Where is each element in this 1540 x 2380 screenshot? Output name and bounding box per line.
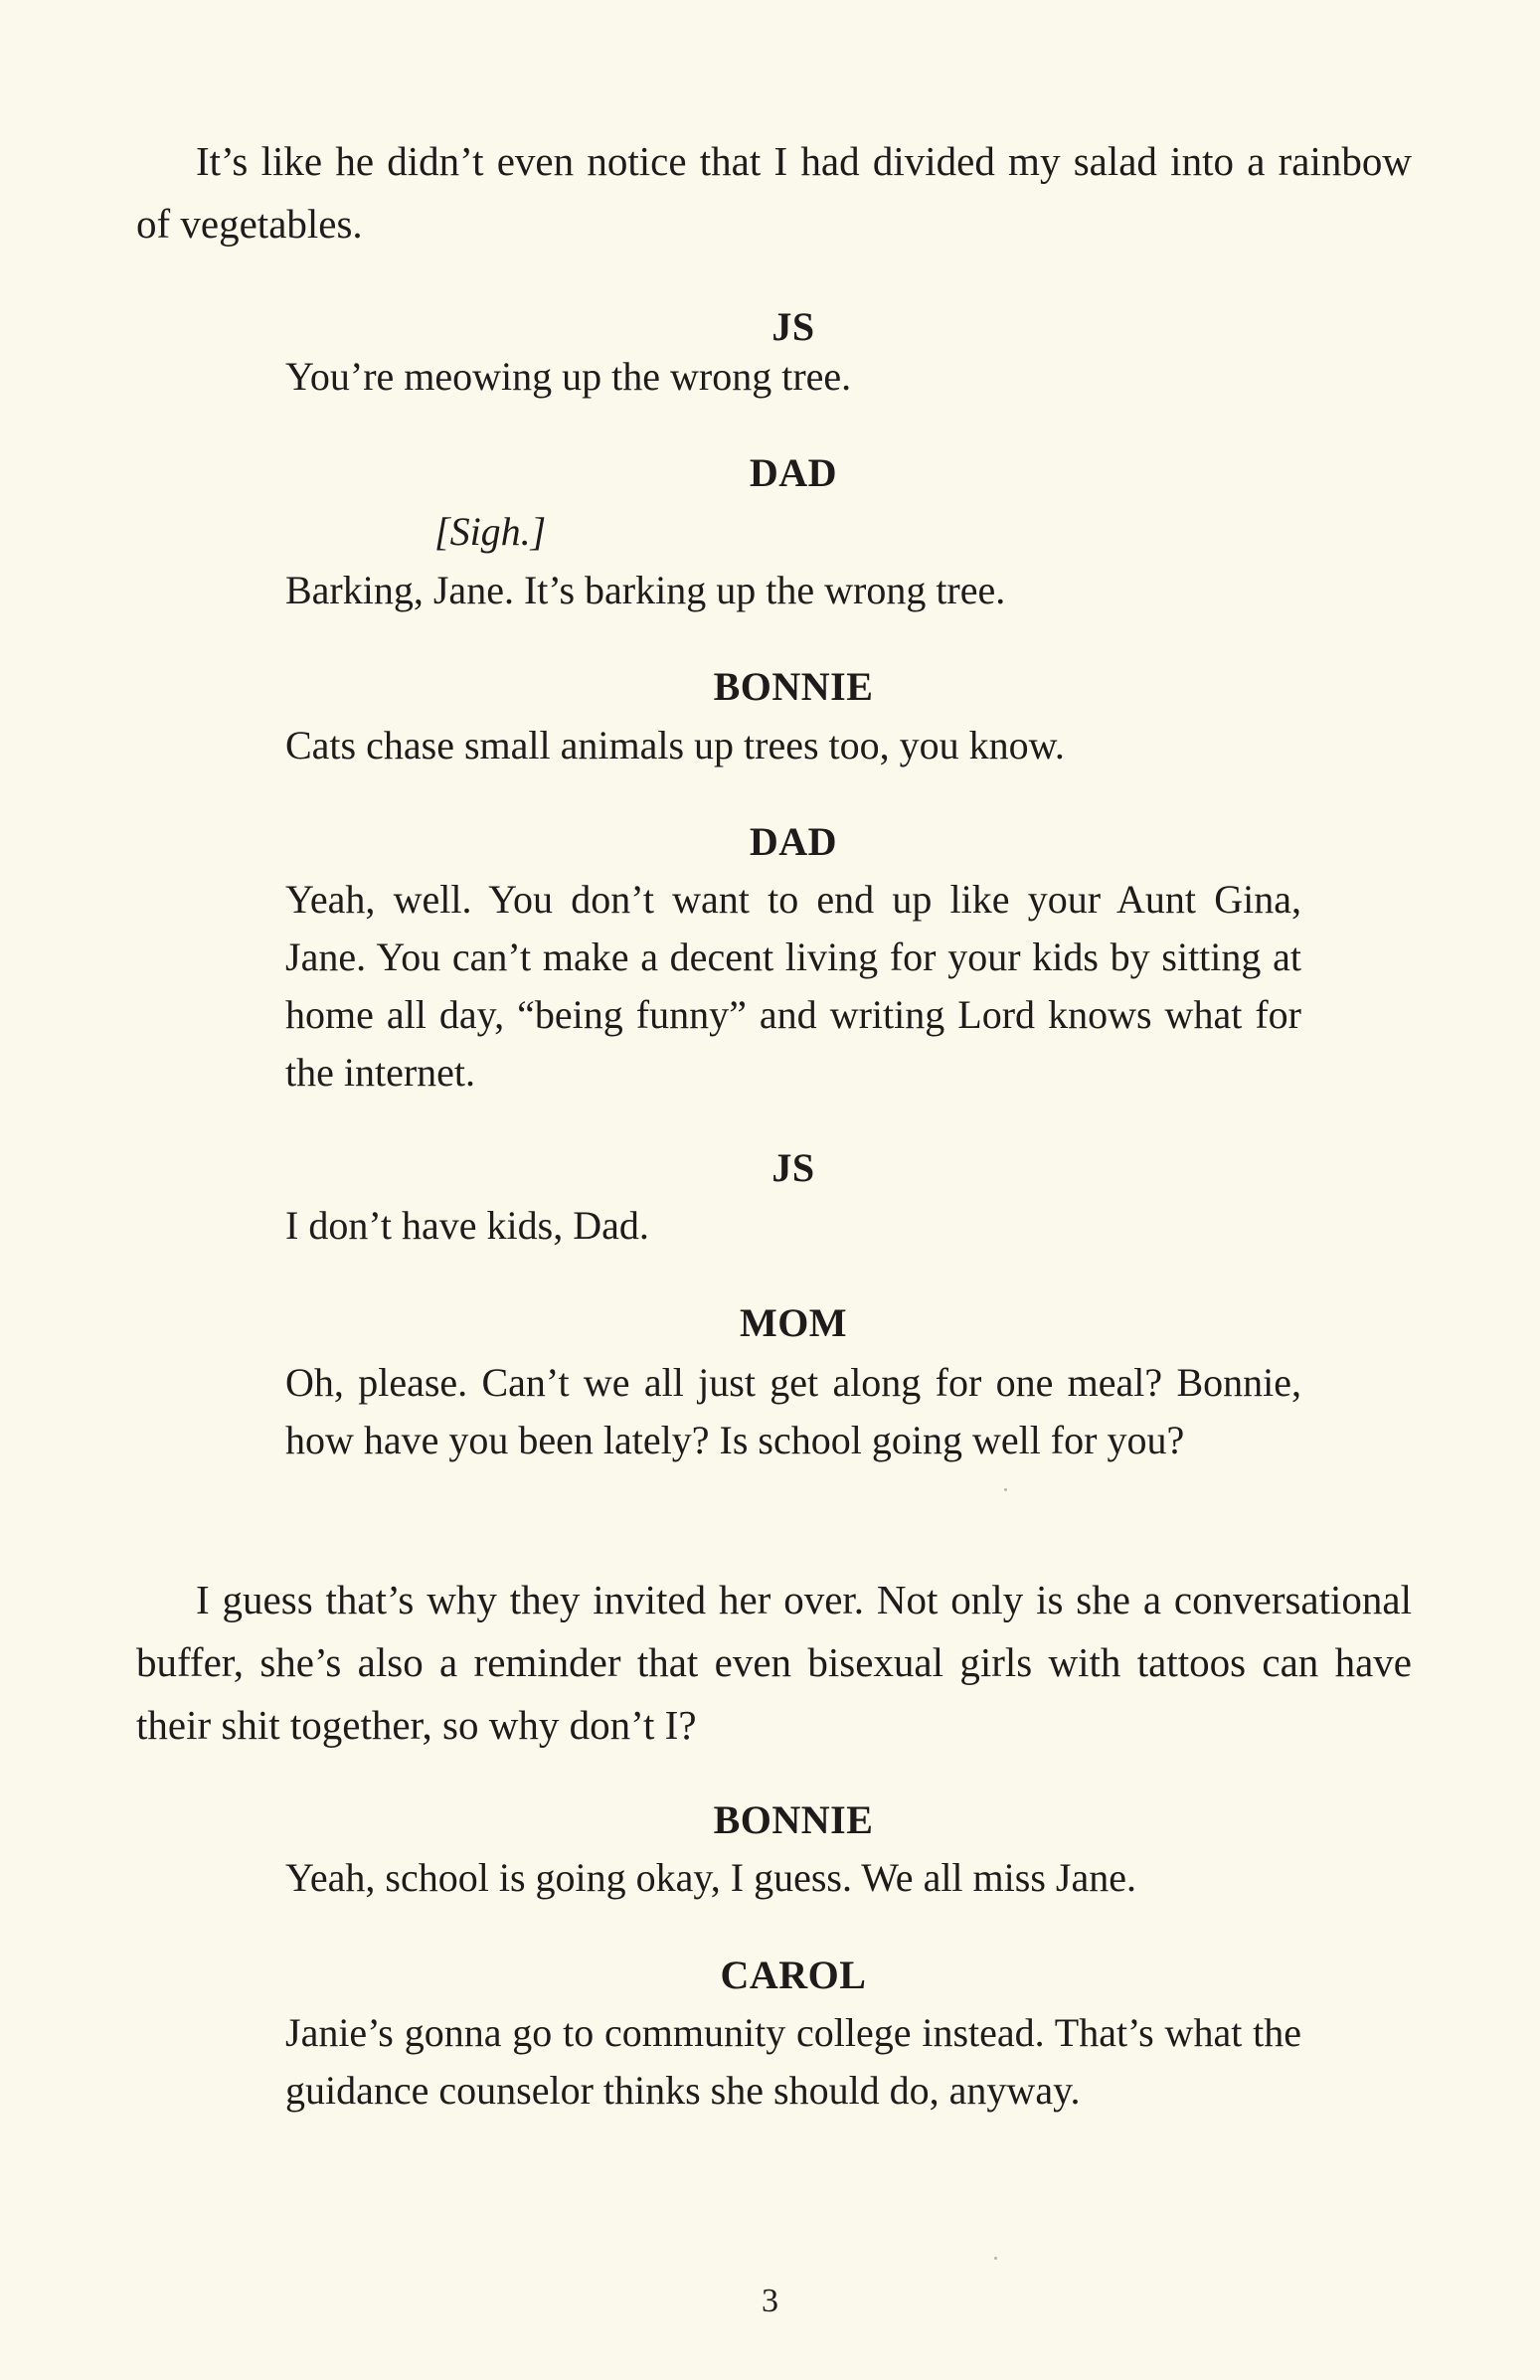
- speaker-name: DAD: [749, 450, 838, 495]
- narration-paragraph: I guess that’s why they invited her over. Not only is she a conversational buffer, she’s also a reminder that even bisexual girls with tattoos can have their shit together, so why don’t I?: [136, 1577, 1412, 1748]
- dialogue-line: Yeah, school is going okay, I guess. We all miss Jane.: [285, 1855, 1136, 1900]
- narration-paragraph: It’s like he didn’t even notice that I had divided my salad into a rainbow of vegetables.: [136, 138, 1412, 247]
- dialogue-line: You’re meowing up the wrong tree.: [285, 354, 852, 399]
- dialogue-line: Cats chase small animals up trees too, you know.: [285, 723, 1065, 767]
- speaker-name: JS: [771, 304, 815, 349]
- page-number: 3: [762, 2283, 778, 2319]
- speaker-name: BONNIE: [713, 1797, 874, 1842]
- dialogue-line: Barking, Jane. It’s barking up the wrong tree.: [285, 568, 1006, 612]
- speaker-name: DAD: [749, 819, 838, 864]
- dialogue-line: Janie’s gonna go to community college instead. That’s what the guidance counselor thinks she should do, anyway.: [285, 2010, 1301, 2113]
- dialogue-line: I don’t have kids, Dad.: [285, 1203, 649, 1248]
- stage-direction: [Sigh.]: [434, 509, 547, 554]
- dialogue-line: Oh, please. Can’t we all just get along for one meal? Bonnie, how have you been lately? Is school going well for you?: [285, 1360, 1301, 1462]
- paper-speck: [994, 2257, 997, 2260]
- dialogue-line: Yeah, well. You don’t want to end up like your Aunt Gina, Jane. You can’t make a decent living for your kids by sitting at home all day, “being funny” and writing Lord knows what for the internet.: [285, 877, 1301, 1095]
- paper-speck: [1004, 1488, 1007, 1491]
- speaker-name: JS: [771, 1145, 815, 1190]
- speaker-name: BONNIE: [713, 664, 874, 709]
- speaker-name: CAROL: [720, 1953, 867, 1997]
- speaker-name: MOM: [739, 1300, 848, 1345]
